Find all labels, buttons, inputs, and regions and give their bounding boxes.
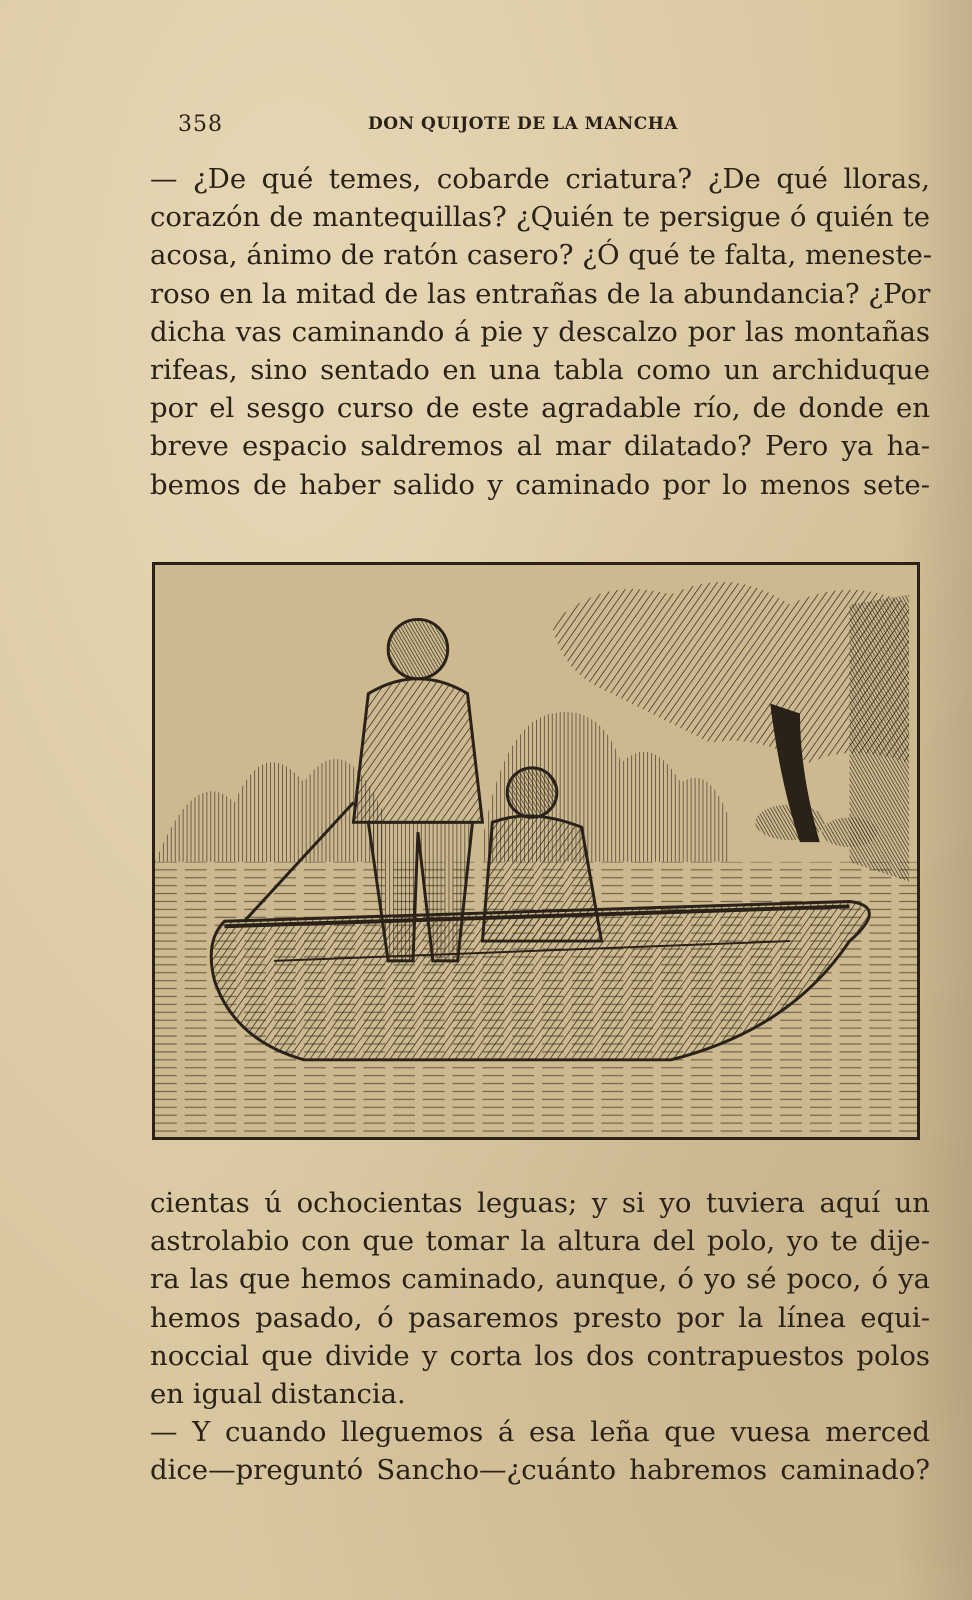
engraving-don-quijote-sancho-boat-icon xyxy=(155,565,917,1137)
text-line: noccial que divide y corta los dos contrapuestos polos xyxy=(150,1339,930,1372)
text-line: cientas ú ochocientas leguas; y si yo tuviera aquí un xyxy=(150,1187,930,1219)
text-line: por el sesgo curso de este agradable río, de donde en xyxy=(150,392,930,425)
text-line: dicha vas caminando á pie y descalzo por las montañas xyxy=(150,315,930,348)
body-text-bottom xyxy=(150,1184,930,1490)
text-line: acosa, ánimo de ratón casero? ¿Ó qué te falta, meneste- xyxy=(150,239,933,272)
text-line: bemos de haber salido y caminado por lo menos sete- xyxy=(150,468,930,501)
text-line: — ¿De qué temes, cobarde criatura? ¿De qué lloras, xyxy=(150,163,930,195)
body-text-top xyxy=(150,160,933,504)
text-line: breve espacio saldremos al mar dilatado? Pero ya ha- xyxy=(150,430,930,463)
text-line: rifeas, sino sentado en una tabla como un archiduque xyxy=(150,354,930,387)
engraving-illustration xyxy=(152,562,920,1140)
text-line: — Y cuando lleguemos á esa leña que vuesa merced xyxy=(150,1416,930,1449)
page-number: 358 xyxy=(178,112,223,137)
text-line: astrolabio con que tomar la altura del polo, yo te dije- xyxy=(150,1225,930,1258)
running-header xyxy=(178,112,718,142)
text-line: en igual distancia. xyxy=(150,1378,406,1411)
text-line: ra las que hemos caminado, aunque, ó yo sé poco, ó ya xyxy=(150,1263,930,1296)
text-line: roso en la mitad de las entrañas de la abundancia? ¿Por xyxy=(150,277,931,310)
text-line: dice—preguntó Sancho—¿cuánto habremos caminado? xyxy=(150,1454,930,1487)
text-line: hemos pasado, ó pasaremos presto por la línea equi- xyxy=(150,1301,930,1334)
text-line: corazón de mantequillas? ¿Quién te persigue ó quién te xyxy=(150,201,930,234)
running-title: DON QUIJOTE DE LA MANCHA xyxy=(368,114,678,134)
